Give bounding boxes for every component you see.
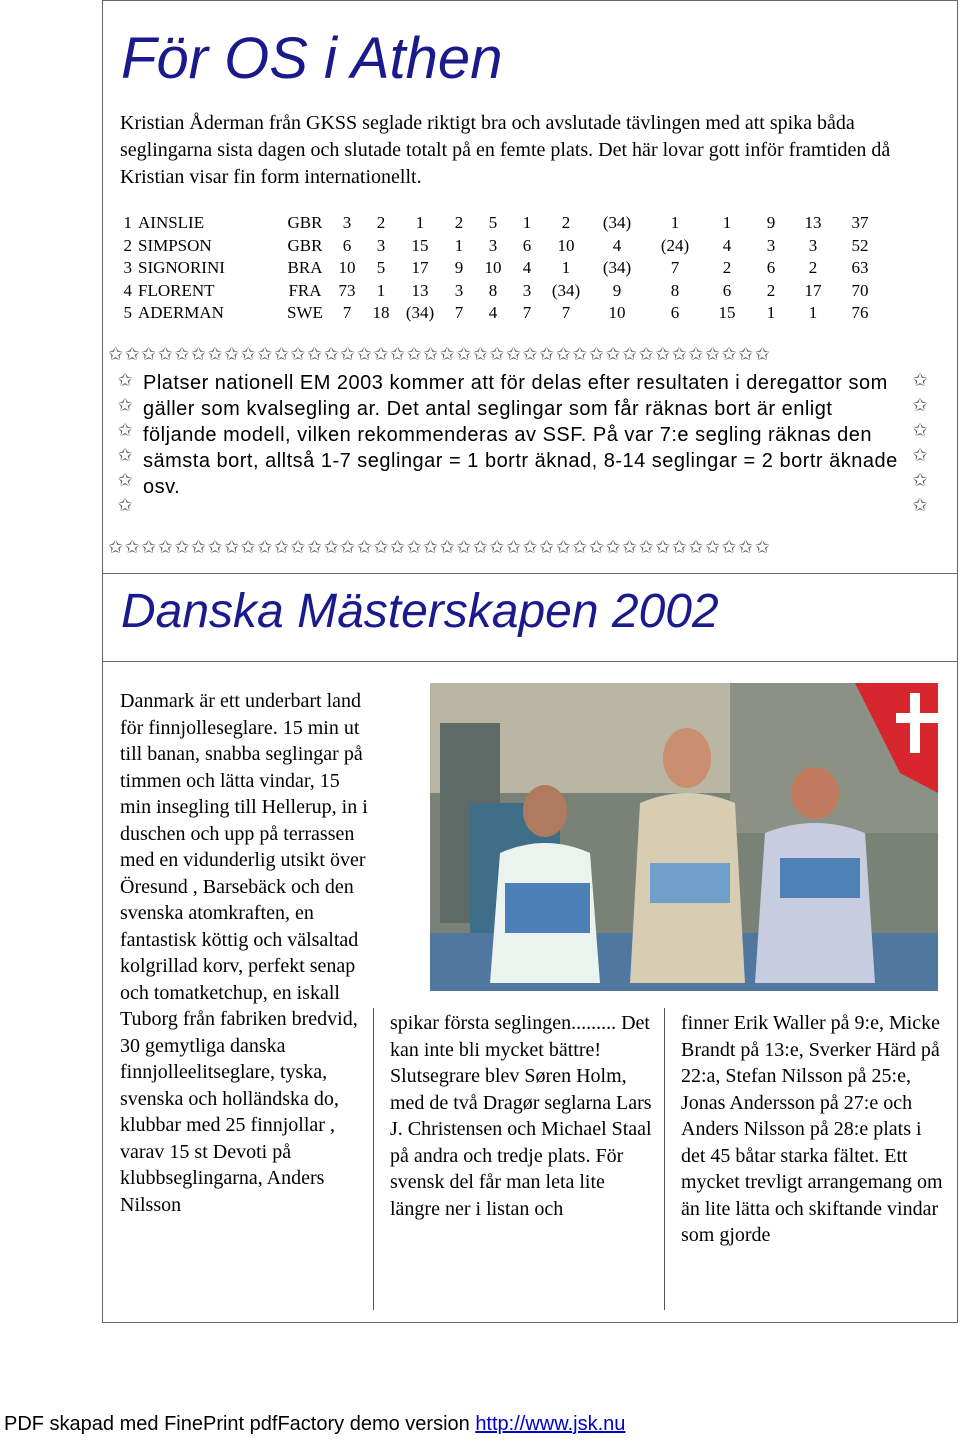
- race-score: 8: [488, 280, 498, 300]
- race-score: 3: [766, 235, 776, 255]
- sailor-name: FLORENT: [138, 280, 215, 300]
- race-score: 6: [722, 280, 732, 300]
- race-score: 18: [372, 303, 390, 323]
- race-score: 4: [612, 235, 622, 255]
- total-points: 76: [851, 303, 869, 323]
- race-score: 1: [561, 258, 571, 278]
- result-row: [112, 302, 886, 325]
- star-icon: ✩: [117, 470, 133, 490]
- race-score: 13: [804, 213, 822, 233]
- sailor-nation: GBR: [287, 235, 323, 255]
- star-icon: ✩: [912, 470, 928, 490]
- race-score: 3: [376, 235, 386, 255]
- sailor-nation: FRA: [288, 280, 322, 300]
- star-border-bottom: ✩✩✩✩✩✩✩✩✩✩✩✩✩✩✩✩✩✩✩✩✩✩✩✩✩✩✩✩✩✩✩✩✩✩✩✩✩✩✩✩: [108, 538, 772, 556]
- star-icon: ✩: [912, 420, 928, 440]
- race-score: 6: [670, 303, 680, 323]
- result-row: [112, 257, 886, 280]
- result-position: 5: [123, 303, 132, 323]
- race-score: 13: [411, 280, 429, 300]
- race-score: 6: [522, 235, 532, 255]
- race-score: 1: [454, 235, 464, 255]
- race-score: 10: [608, 303, 626, 323]
- os-athen-intro: Kristian Åderman från GKSS seglade riktigt bra och avslutade tävlingen med att spika båda seglingarna sista dagen och slutade totalt på en femte plats. Det här lovar gott inför framtiden då Kristian visar fin form internationellt.: [120, 112, 891, 188]
- race-score: 5: [488, 213, 498, 233]
- result-position: 2: [123, 235, 132, 255]
- race-score: 7: [342, 303, 352, 323]
- section-divider: [102, 573, 958, 574]
- race-score: 2: [376, 213, 386, 233]
- race-score: 5: [376, 258, 386, 278]
- race-score: 1: [522, 213, 532, 233]
- os-athen-title: För OS i Athen: [121, 26, 503, 91]
- star-border-left: [115, 368, 135, 518]
- column-rule-2: [664, 1008, 665, 1310]
- race-score: 17: [411, 258, 429, 278]
- result-position: 4: [123, 280, 132, 300]
- article-column-2: spikar första seglingen......... Det kan inte bli mycket bättre! Slutsegrare blev Søren Holm, med de två Dragør seglarna Lars J. Christensen och Michael Staal på andra och tredje plats. För svensk del får man leta lite längre ner i listan och: [390, 1012, 652, 1220]
- race-score: 3: [454, 280, 464, 300]
- race-score: (34): [602, 258, 632, 278]
- sailor-nation: SWE: [287, 303, 323, 323]
- race-score: 1: [376, 280, 386, 300]
- race-score: (34): [602, 213, 632, 233]
- star-icon: ✩: [117, 495, 133, 515]
- race-score: 1: [415, 213, 425, 233]
- race-score: 1: [722, 213, 732, 233]
- race-score: 9: [612, 280, 622, 300]
- star-border-top: ✩✩✩✩✩✩✩✩✩✩✩✩✩✩✩✩✩✩✩✩✩✩✩✩✩✩✩✩✩✩✩✩✩✩✩✩✩✩✩✩: [108, 345, 772, 363]
- race-score: 2: [561, 213, 571, 233]
- results-table: [112, 212, 886, 325]
- article-column-1: Danmark är ett underbart land för finnjolleseglare. 15 min ut till banan, snabba seglingar på timmen och lätta vindar, 15 min insegling till Hellerup, in i duschen och upp på terrassen med en vidunderlig utsikt över Öresund , Barsebäck och den svenska atomkraften, en fantastisk köttig och välsaltad kolgrillad korv, perfekt senap och tomatketchup, en iskall Tuborg från fabriken bredvid, 30 gemytliga danska finnjolleelitseglare, tyska, svenska och holländska do, klubbar med 25 finnjollar , varav 15 st Devoti på klubbseglingarna, Anders Nilsson: [120, 690, 368, 1216]
- race-score: 6: [342, 235, 352, 255]
- race-score: 1: [766, 303, 776, 323]
- race-score: 7: [561, 303, 571, 323]
- footer-text: PDF skapad med FinePrint pdfFactory demo version: [4, 1413, 476, 1435]
- race-score: 1: [808, 303, 818, 323]
- star-icon: ✩: [117, 370, 133, 390]
- result-row: [112, 212, 886, 235]
- em-qualification-notice: Platser nationell EM 2003 kommer att för delas efter resultaten i deregattor som gäller som kvalsegling ar. Det antal seglingar som får räknas bort är enligt följande modell, vilken rekommenderas av SSF. På var 7:e segling räknas den sämsta bort, alltså 1-7 seglingar = 1 bortr äknad, 8-14 seglingar = 2 bortr äknade osv.: [143, 372, 898, 498]
- star-icon: ✩: [117, 420, 133, 440]
- race-score: 7: [670, 258, 680, 278]
- total-points: 37: [851, 213, 869, 233]
- race-score: 17: [804, 280, 822, 300]
- race-score: 2: [454, 213, 464, 233]
- race-score: 8: [670, 280, 680, 300]
- danska-title: Danska Mästerskapen 2002: [121, 585, 719, 638]
- race-score: 2: [808, 258, 818, 278]
- star-icon: ✩: [912, 495, 928, 515]
- race-score: 7: [522, 303, 532, 323]
- title-divider: [102, 661, 958, 662]
- race-score: 3: [488, 235, 498, 255]
- race-score: 4: [522, 258, 532, 278]
- race-score: (34): [551, 280, 581, 300]
- race-score: 2: [766, 280, 776, 300]
- race-score: 1: [670, 213, 680, 233]
- sailor-name: SIMPSON: [138, 235, 212, 255]
- star-border-right: [910, 368, 930, 518]
- race-score: 3: [808, 235, 818, 255]
- race-score: 9: [766, 213, 776, 233]
- race-score: 10: [338, 258, 356, 278]
- sailor-name: AINSLIE: [138, 213, 205, 233]
- race-score: 2: [722, 258, 732, 278]
- result-row: [112, 280, 886, 303]
- race-score: 3: [342, 213, 352, 233]
- race-score: (34): [405, 303, 435, 323]
- star-icon: ✩: [912, 395, 928, 415]
- article-column-3: finner Erik Waller på 9:e, Micke Brandt på 13:e, Sverker Härd på 22:a, Stefan Nilsson på 25:e, Jonas Andersson på 27:e och Anders Nilsson på 28:e plats i det 45 båtar starka fältet. Ett mycket trevligt arrangemang om än lite lätta och skiftande vindar som gjorde: [681, 1012, 943, 1246]
- sailor-name: SIGNORINI: [138, 258, 225, 278]
- race-score: 73: [338, 280, 356, 300]
- footer-link[interactable]: http://www.jsk.nu: [475, 1413, 626, 1435]
- race-score: 15: [411, 235, 429, 255]
- race-score: 15: [718, 303, 736, 323]
- race-score: 6: [766, 258, 776, 278]
- result-position: 1: [123, 213, 132, 233]
- total-points: 70: [851, 280, 869, 300]
- race-score: 4: [722, 235, 732, 255]
- result-position: 3: [123, 258, 132, 278]
- race-score: 9: [454, 258, 464, 278]
- star-icon: ✩: [912, 445, 928, 465]
- race-score: 3: [522, 280, 532, 300]
- race-score: 4: [488, 303, 498, 323]
- race-score: 7: [454, 303, 464, 323]
- result-row: [112, 235, 886, 258]
- sailor-nation: GBR: [287, 213, 323, 233]
- star-icon: ✩: [117, 445, 133, 465]
- sailor-nation: BRA: [287, 258, 323, 278]
- column-rule-1: [373, 1008, 374, 1310]
- total-points: 52: [851, 235, 869, 255]
- star-icon: ✩: [117, 395, 133, 415]
- race-score: 10: [484, 258, 502, 278]
- podium-photo: [430, 683, 938, 991]
- race-score: 10: [557, 235, 575, 255]
- total-points: 63: [851, 258, 869, 278]
- star-icon: ✩: [912, 370, 928, 390]
- sailor-name: ADERMAN: [138, 303, 224, 323]
- race-score: (24): [660, 235, 690, 255]
- pdf-footer: [4, 1413, 625, 1436]
